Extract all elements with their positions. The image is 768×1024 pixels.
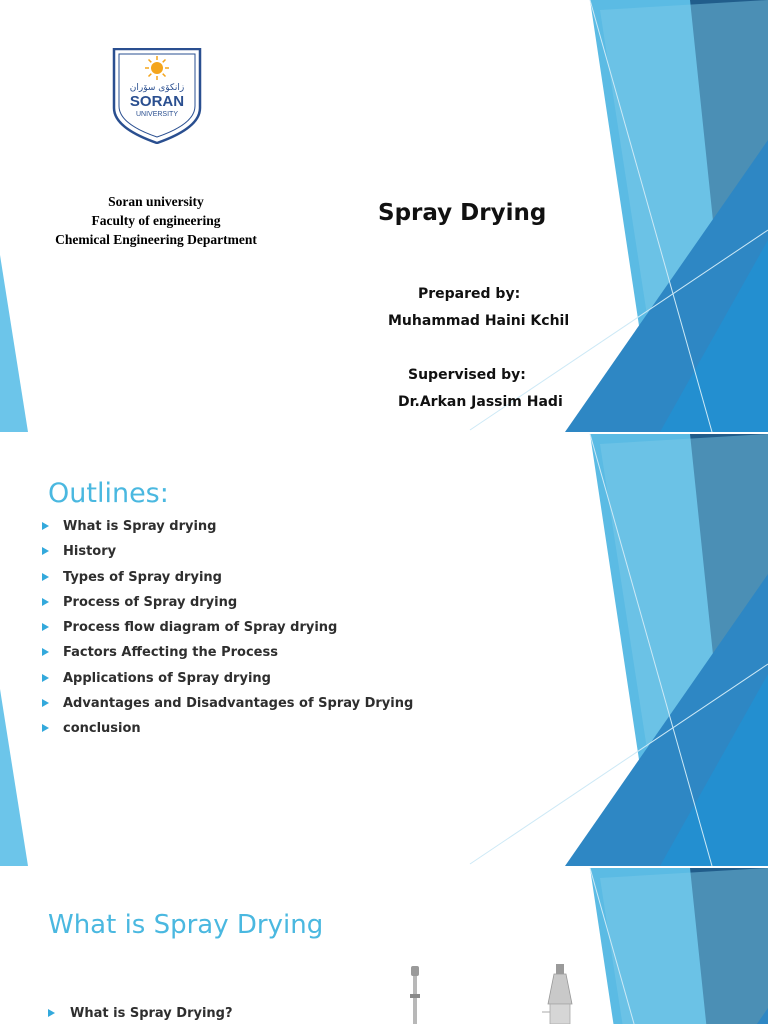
university-info: [40, 192, 272, 249]
list-item-text: Process of Spray drying: [63, 594, 238, 610]
supervised-by-label: Supervised by:: [408, 367, 526, 383]
supervised-by-name: Dr.Arkan Jassim Hadi: [398, 394, 563, 410]
bullet-arrow-icon: [42, 522, 49, 530]
slide-what-is-spray-drying: [0, 868, 768, 1024]
spray-nozzle-image: [405, 964, 425, 1024]
slide-decoration: [0, 868, 768, 1024]
list-item: [42, 643, 413, 668]
bullet-arrow-icon: [42, 699, 49, 707]
list-item: [42, 694, 413, 719]
bullet-arrow-icon: [42, 598, 49, 606]
prepared-by-name: Muhammad Haini Kchil: [388, 313, 570, 329]
list-item-text: Factors Affecting the Process: [63, 645, 278, 661]
list-item: [42, 719, 413, 744]
list-item: [42, 542, 413, 567]
list-item-text: Process flow diagram of Spray drying: [63, 620, 338, 636]
list-item-text: Advantages and Disadvantages of Spray Drying: [63, 696, 414, 712]
bullet-arrow-icon: [42, 674, 49, 682]
logo-arabic-text: زانكۆی سۆران: [129, 83, 185, 93]
list-item: [48, 1005, 233, 1023]
list-item-text: conclusion: [63, 721, 141, 737]
slide-outlines: [0, 434, 768, 866]
slide-title: [0, 0, 768, 432]
logo-sub: UNIVERSITY: [135, 111, 179, 118]
list-item: [42, 618, 413, 643]
soran-university-logo: [112, 48, 202, 144]
prepared-by-label: Prepared by:: [418, 286, 521, 302]
list-item-text: What is Spray Drying?: [70, 1006, 233, 1021]
bullet-arrow-icon: [42, 724, 49, 732]
bullet-arrow-icon: [42, 623, 49, 631]
spray-dryer-image: [540, 964, 580, 1024]
presentation-title: Spray Drying: [378, 200, 547, 226]
logo-name: SORAN: [129, 93, 185, 110]
outline-list: [42, 517, 413, 745]
sun-icon: [145, 56, 169, 80]
list-item-text: Applications of Spray drying: [63, 670, 271, 686]
bullet-arrow-icon: [42, 648, 49, 656]
list-item-text: Types of Spray drying: [63, 569, 222, 585]
bullet-arrow-icon: [42, 547, 49, 555]
bullet-arrow-icon: [48, 1009, 55, 1017]
department-line: Chemical Engineering Department: [55, 232, 257, 247]
faculty-line: Faculty of engineering: [91, 213, 221, 228]
outlines-title: Outlines:: [48, 478, 169, 509]
list-item-text: History: [63, 544, 117, 560]
list-item: [42, 669, 413, 694]
bullet-arrow-icon: [42, 573, 49, 581]
list-item: [42, 568, 413, 593]
list-item-text: What is Spray drying: [63, 519, 217, 534]
list-item: [42, 593, 413, 618]
list-item: [42, 517, 413, 542]
section-title: What is Spray Drying: [48, 910, 324, 940]
university-line: Soran university: [108, 194, 204, 209]
